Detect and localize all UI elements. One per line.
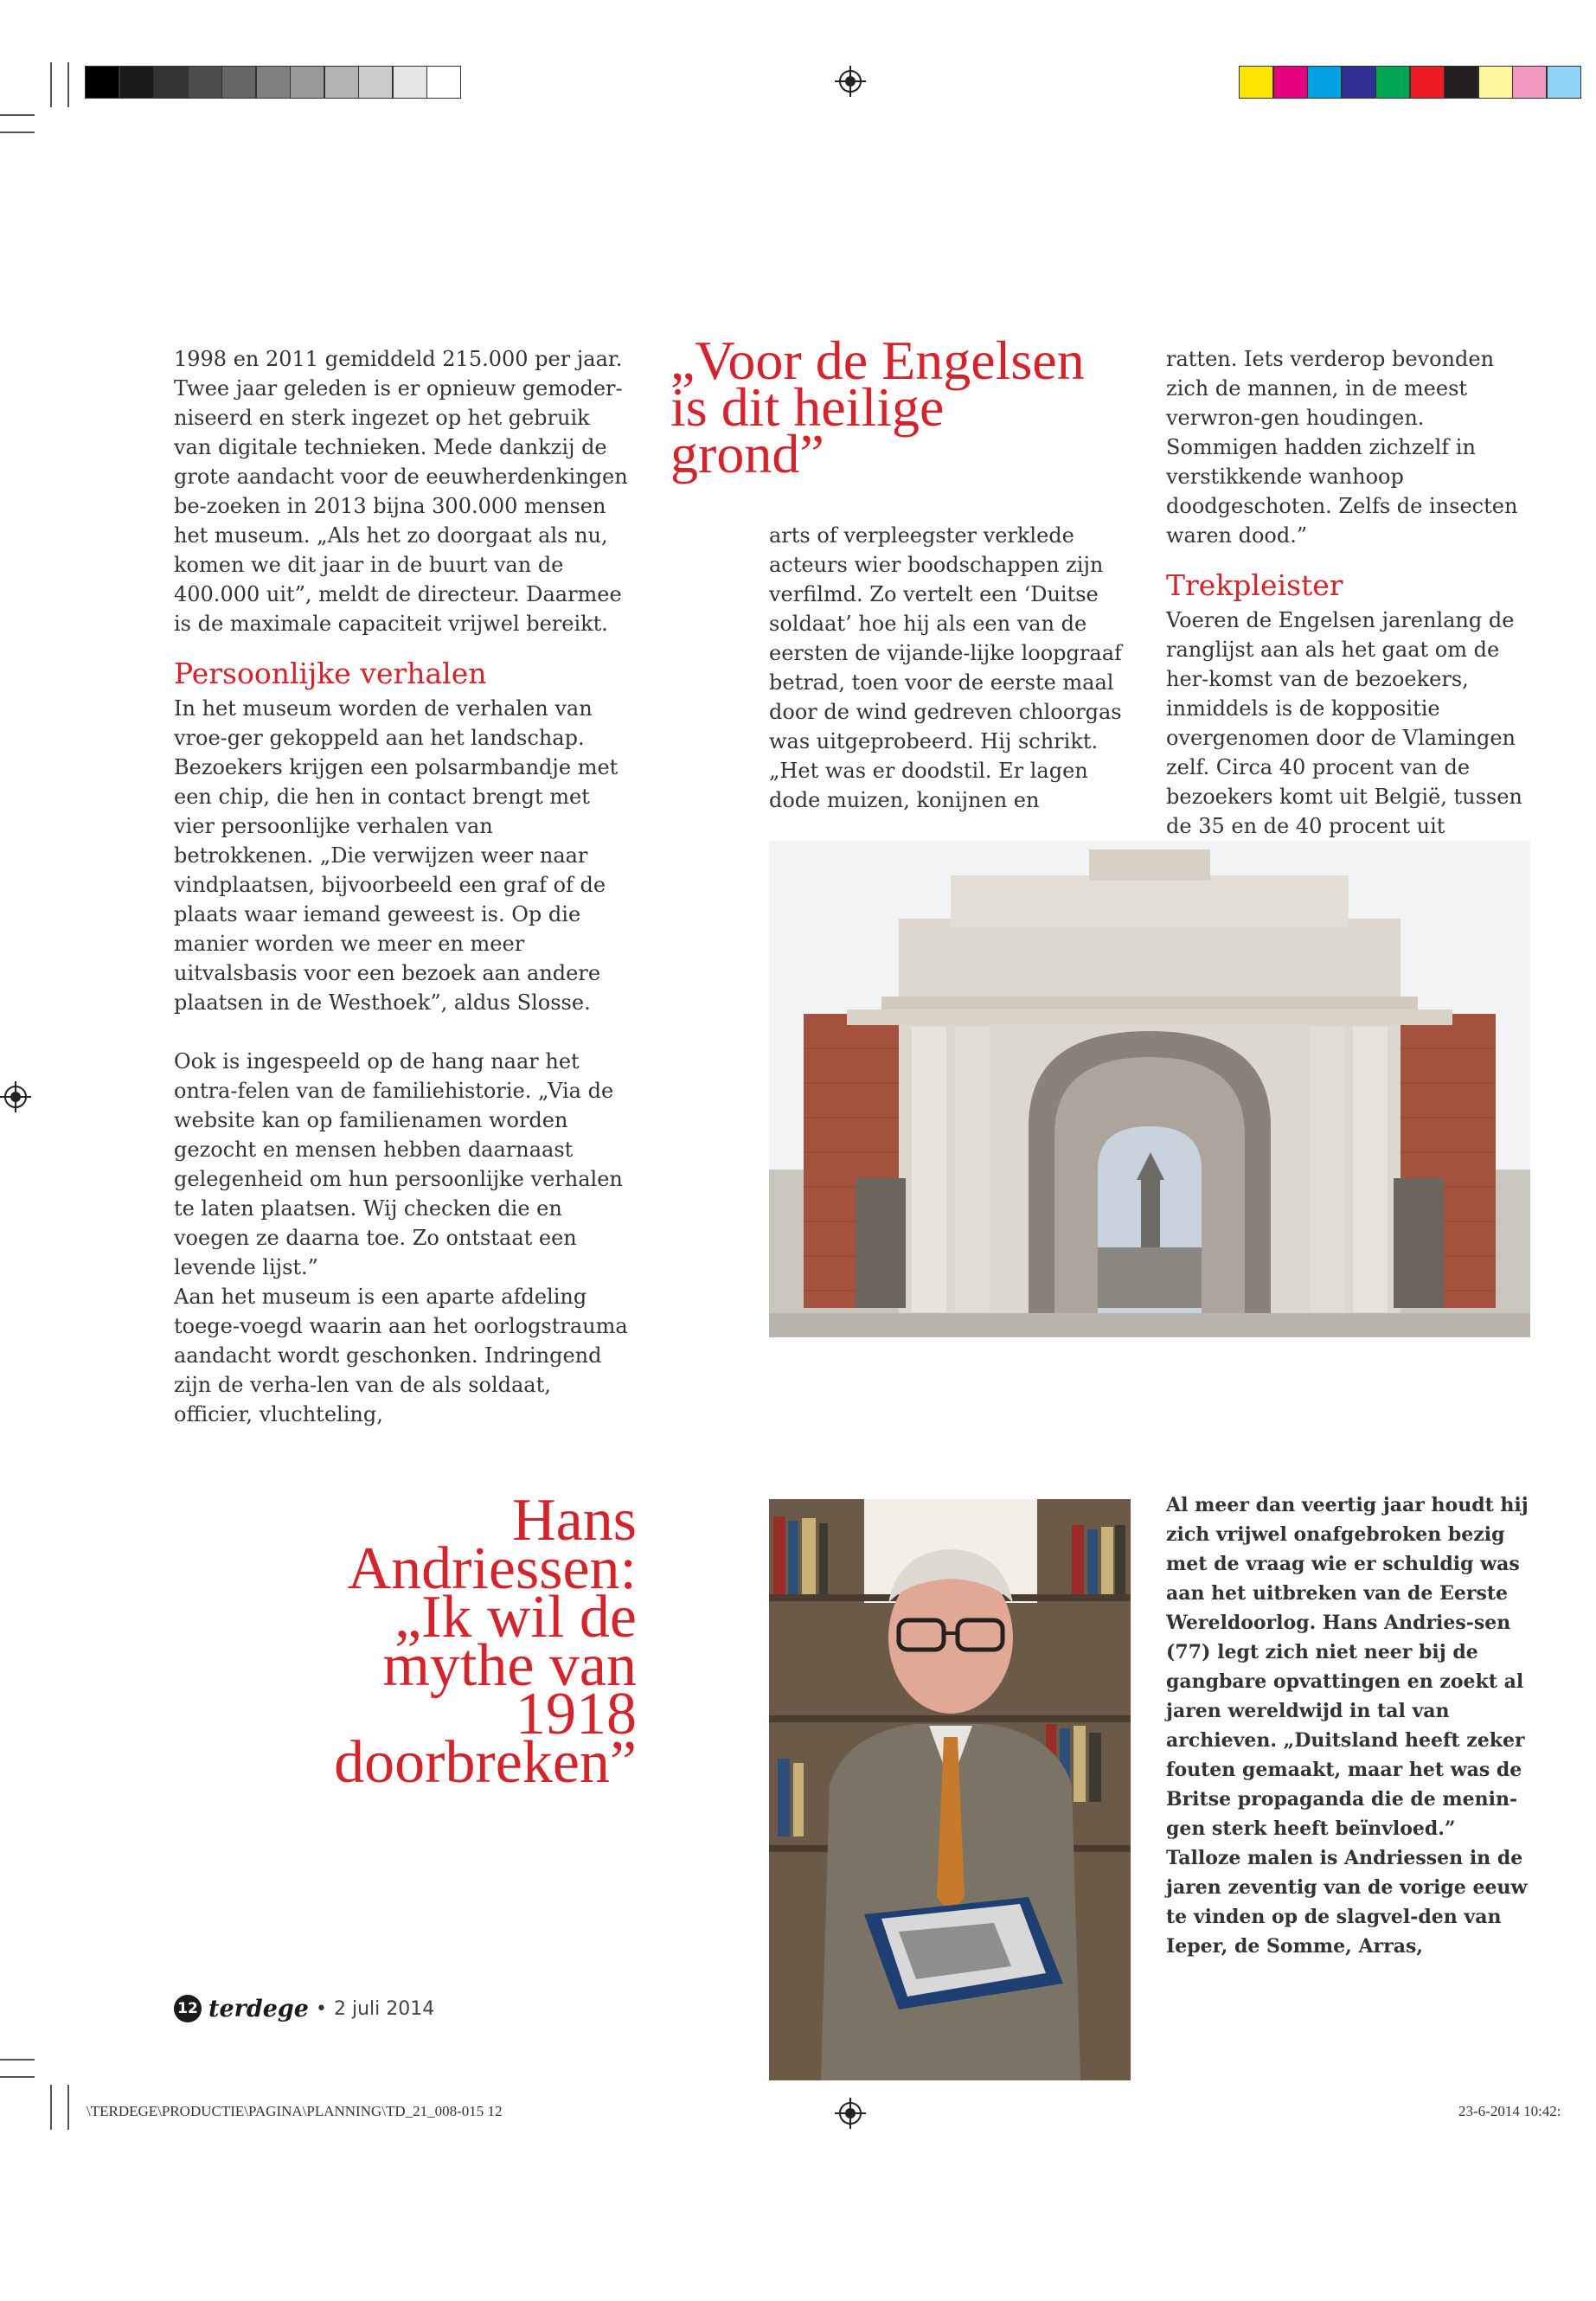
color-swatch	[1307, 66, 1342, 99]
color-swatch	[1375, 66, 1410, 99]
page-number-badge: 12	[174, 1995, 202, 2022]
pull-quote-line-2: is dit heilige	[670, 376, 945, 438]
color-swatch	[1410, 66, 1445, 99]
headline-line-5: 1918	[516, 1681, 637, 1747]
gray-swatch	[358, 66, 393, 99]
article-intro: Al meer dan veertig jaar houdt hij zich vrijwel onafgebroken bezig met de vraag wie er schuldig was aan het uitbreken van de Eerste Wereldoorlog. Hans Andries-sen (77) legt zich niet neer bij de gangbare opvattingen en zoekt al jaren wereldwijd in tal van archieven. „Duitsland heeft zeker fouten gemaakt, maar het was de Britse propaganda die de menin-gen sterk heeft beïnvloed.” Talloze malen is Andriessen in de jaren zeventig van de vorige eeuw te vinden op de slagvel-den van Ieper, de Somme, Arras,	[1166, 1494, 1529, 1958]
menin-gate-photo	[769, 841, 1530, 1337]
crop-mark-bottom-left-h	[0, 2059, 35, 2061]
issue-date: 2 juli 2014	[333, 1997, 435, 2020]
gray-swatch	[85, 66, 119, 99]
gray-swatch	[256, 66, 291, 99]
color-swatch	[1444, 66, 1478, 99]
subhead-trekpleister: Trekpleister	[1166, 568, 1343, 602]
crop-mark-bottom-left-h2	[0, 2076, 35, 2078]
registration-mark-top	[835, 66, 866, 97]
crop-mark-top-left-h2	[0, 131, 35, 133]
file-path-slug: \TERDEGE\PRODUCTIE\PAGINA\PLANNING\TD_21_008-015 12	[87, 2103, 503, 2119]
registration-mark-bottom	[835, 2098, 866, 2129]
pull-quote-line-3: grond”	[670, 423, 824, 484]
col2-paragraph-1: arts of verpleegster verklede acteurs wier boodschappen zijn verfilmd. Zo vertelt een ‘Duitse soldaat’ hoe hij als een van de eersten de vijande-lijke loopgraaf betrad, toen voor de eerste maal door de wind gedreven chloorgas was uitgeprobeerd. Hij schrikt. „Het was er doodstil. Er lagen dode muizen, konijnen en	[769, 523, 1122, 812]
column-right	[1166, 344, 1529, 841]
headline	[216, 1487, 637, 1796]
gray-swatch	[221, 66, 256, 99]
col3-paragraph-2: Voeren de Engelsen jarenlang de ranglijst aan als het gaat om de her-komst van de bezoekers, inmiddels is de koppositie overgenomen door de Vlamingen zelf. Circa 40 procent van de bezoekers komt uit België, tussen de 35 en de 40 procent uit	[1166, 608, 1522, 838]
column-middle	[769, 521, 1132, 815]
footer-bullet: •	[316, 1997, 327, 2020]
subhead-persoonlijke-verhalen: Persoonlijke verhalen	[174, 657, 487, 690]
pull-quote-line-1: „Voor de Engelsen	[670, 330, 1085, 391]
crop-mark-top-left-v	[50, 62, 52, 107]
headline-line-6: doorbreken”	[334, 1729, 637, 1796]
headline-line-4: mythe van	[382, 1632, 637, 1699]
gray-swatch	[290, 66, 324, 99]
gray-swatch	[188, 66, 222, 99]
headline-line-3: „Ik wil de	[394, 1584, 637, 1650]
gray-swatch	[324, 66, 359, 99]
color-swatch	[1342, 66, 1376, 99]
gray-swatch	[153, 66, 188, 99]
gray-swatch	[119, 66, 154, 99]
color-swatch	[1273, 66, 1308, 99]
portrait-photo	[769, 1499, 1131, 2080]
crop-mark-bottom-left-v2	[67, 2085, 69, 2130]
column-left	[174, 344, 631, 1429]
crop-mark-top-left-h	[0, 114, 35, 116]
crop-mark-bottom-left-v	[50, 2085, 52, 2130]
color-swatch	[1239, 66, 1273, 99]
headline-line-1: Hans	[512, 1487, 637, 1554]
col1-paragraph-2: In het museum worden de verhalen van vroe-ger gekoppeld aan het landschap. Bezoekers krijgen een polsarmbandje met een chip, die hen in contact brengt met vier persoonlijke verhalen van betrokkenen. „Die verwijzen weer naar vindplaatsen, bijvoorbeeld een graf of de plaats waar iemand geweest is. Op die manier worden we meer en meer uitvalsbasis voor een bezoek aan andere plaatsen in de Westhoek”, aldus Slosse.	[174, 696, 619, 1015]
col1-paragraph-4: Aan het museum is een aparte afdeling toege-voegd waarin aan het oorlogstrauma aandacht wordt geschonken. Indringend zijn de verha-len van de als soldaat, officier, vluchteling,	[174, 1285, 628, 1426]
print-timestamp: 23-6-2014 10:42:	[1458, 2103, 1561, 2119]
headline-line-2: Andriessen:	[347, 1535, 637, 1602]
gray-swatch	[393, 66, 427, 99]
color-swatch	[1478, 66, 1513, 99]
col1-paragraph-1: 1998 en 2011 gemiddeld 215.000 per jaar. Twee jaar geleden is er opnieuw gemoder-niseerd en sterk ingezet op het gebruik van digitale technieken. Mede dankzij de grote aandacht voor de eeuwherdenkingen be-zoeken in 2013 bijna 300.000 mensen het museum. „Als het zo doorgaat als nu, komen we dit jaar in de buurt van de 400.000 uit”, meldt de directeur. Daarmee is de maximale capaciteit vrijwel bereikt.	[174, 347, 628, 636]
col3-paragraph-1: ratten. Iets verderop bevonden zich de mannen, in de meest verwron-gen houdingen. Sommigen hadden zichzelf in verstikkende wanhoop doodgeschoten. Zelfs de insecten waren dood.”	[1166, 347, 1518, 548]
pull-quote	[670, 330, 1120, 484]
gray-swatch	[426, 66, 461, 99]
crop-mark-top-left-v2	[67, 62, 69, 107]
col1-paragraph-3: Ook is ingespeeld op de hang naar het ontra-felen van de familiehistorie. „Via de website kan op familienamen worden gezocht en mensen hebben daarnaast gelegenheid om hun persoonlijke verhalen te laten plaatsen. Wij checken die en voegen ze daarna toe. Zo ontstaat een levende lijst.”	[174, 1049, 623, 1279]
registration-mark-left	[0, 1081, 31, 1112]
color-swatch	[1512, 66, 1547, 99]
page-footer	[174, 1991, 434, 2026]
magazine-logo: terdege	[208, 1995, 309, 2022]
color-swatch	[1547, 66, 1581, 99]
